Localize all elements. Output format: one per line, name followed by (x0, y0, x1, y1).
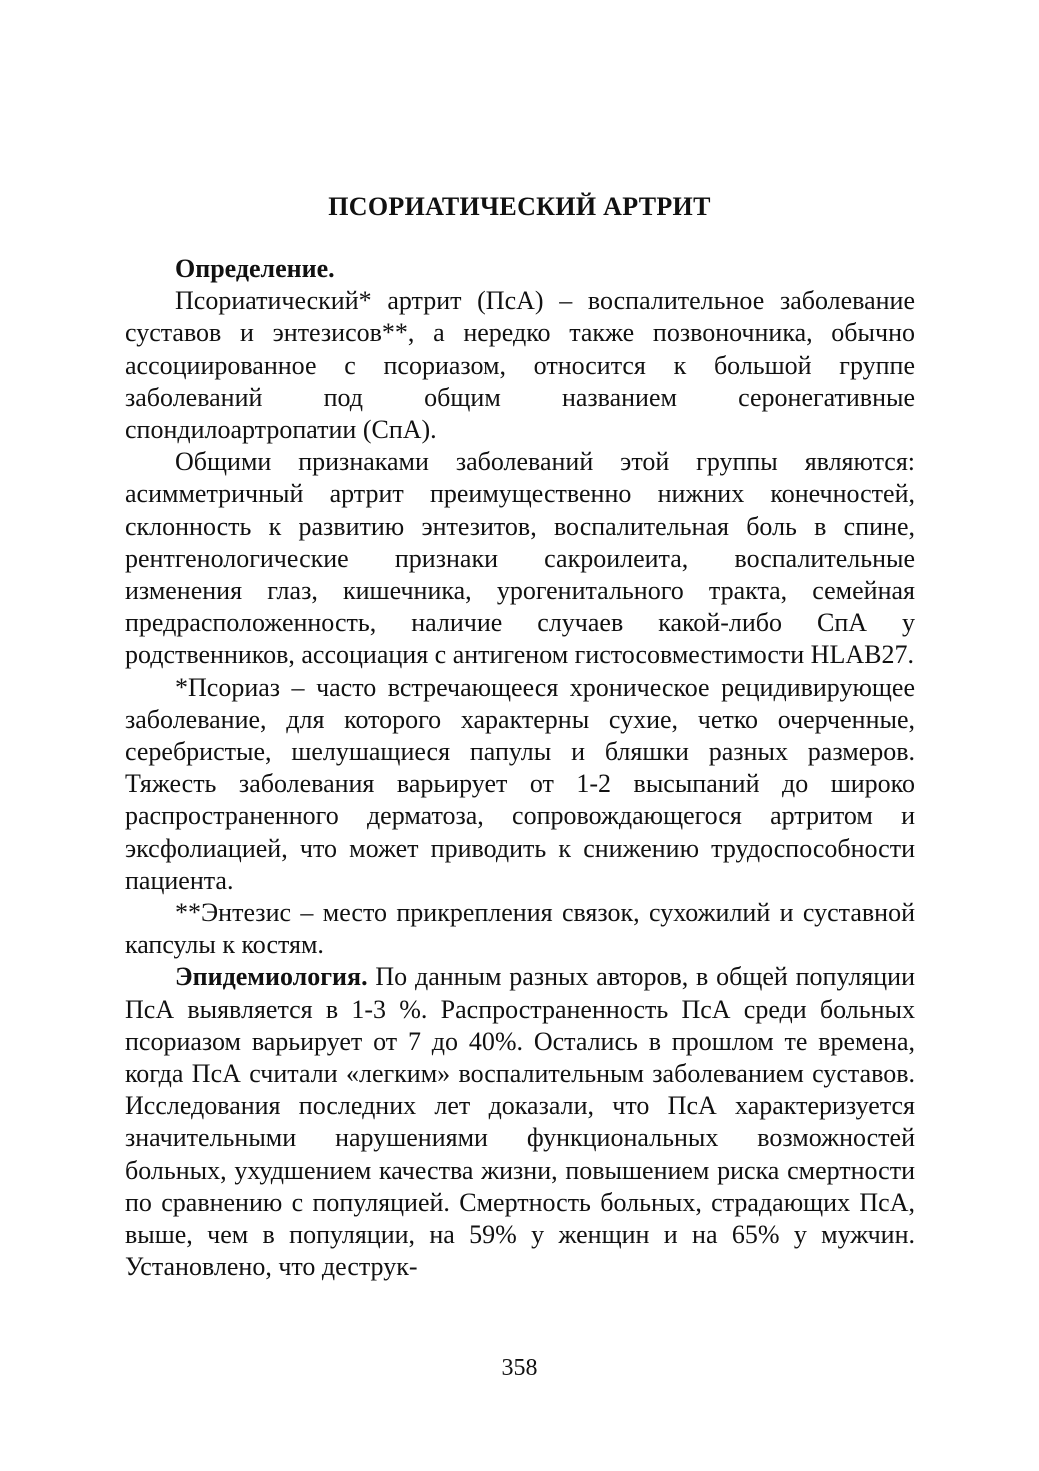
epidemiology-text: По данным разных авторов, в общей популяции ПсА выявляется в 1-3 %. Распространенность ПсА среди больных псориазом варьирует от 7 до 40%. Остались в прошлом те времена, когда ПсА считали «легким» воспалительным заболеванием суставов. Исследования последних лет доказали, что ПсА характеризуется значительными нарушениями функциональных возможностей больных, ухудшением качества жизни, повышением риска смертности по сравнению с популяцией. Смертность больных, страдающих ПсА, выше, чем в популяции, на 59% у женщин и на 65% у мужчин. Установлено, что деструк- (125, 962, 915, 1282)
paragraph-common-features: Общими признаками заболеваний этой группы являются: асимметричный артрит преимущественно нижних конечностей, склонность к развитию энтезитов, воспалительная боль в спине, рентгенологические признаки сакроилеита, воспалительные изменения глаз, кишечника, урогенитального тракта, семейная предрасположенность, наличие случаев какой-либо СпА у родственников, ассоциация с антигеном гистосовместимости HLAB27. (125, 447, 915, 670)
paragraph-psoriasis-note: *Псориаз – часто встречающееся хроническое рецидивирующее заболевание, для которого характерны сухие, четко очерченные, серебристые, шелушащиеся папулы и бляшки разных размеров. Тяжесть заболевания варьирует от 1-2 высыпаний до широко распространенного дерматоза, сопровождающегося артритом и эксфолиацией, что может приводить к снижению трудоспособности пациента. (125, 672, 915, 895)
paragraph-enthesis-note: **Энтезис – место прикрепления связок, сухожилий и суставной капсулы к костям. (125, 898, 915, 960)
body-text (125, 253, 915, 1284)
page-number: 358 (501, 1355, 538, 1381)
page-title: ПСОРИАТИЧЕСКИЙ АРТРИТ (328, 192, 711, 221)
definition-heading: Определение. (175, 254, 335, 283)
definition-heading-paragraph (125, 253, 915, 285)
paragraph-epidemiology (125, 961, 915, 1283)
paragraph-definition: Псориатический* артрит (ПсА) – воспалительное заболевание суставов и энтезисов**, а нередко также позвоночника, обычно ассоциированное с псориазом, относится к большой группе заболеваний под общим названием серонегативные спондилоартропатии (СпА). (125, 286, 915, 445)
epidemiology-heading: Эпидемиология. (175, 962, 368, 992)
